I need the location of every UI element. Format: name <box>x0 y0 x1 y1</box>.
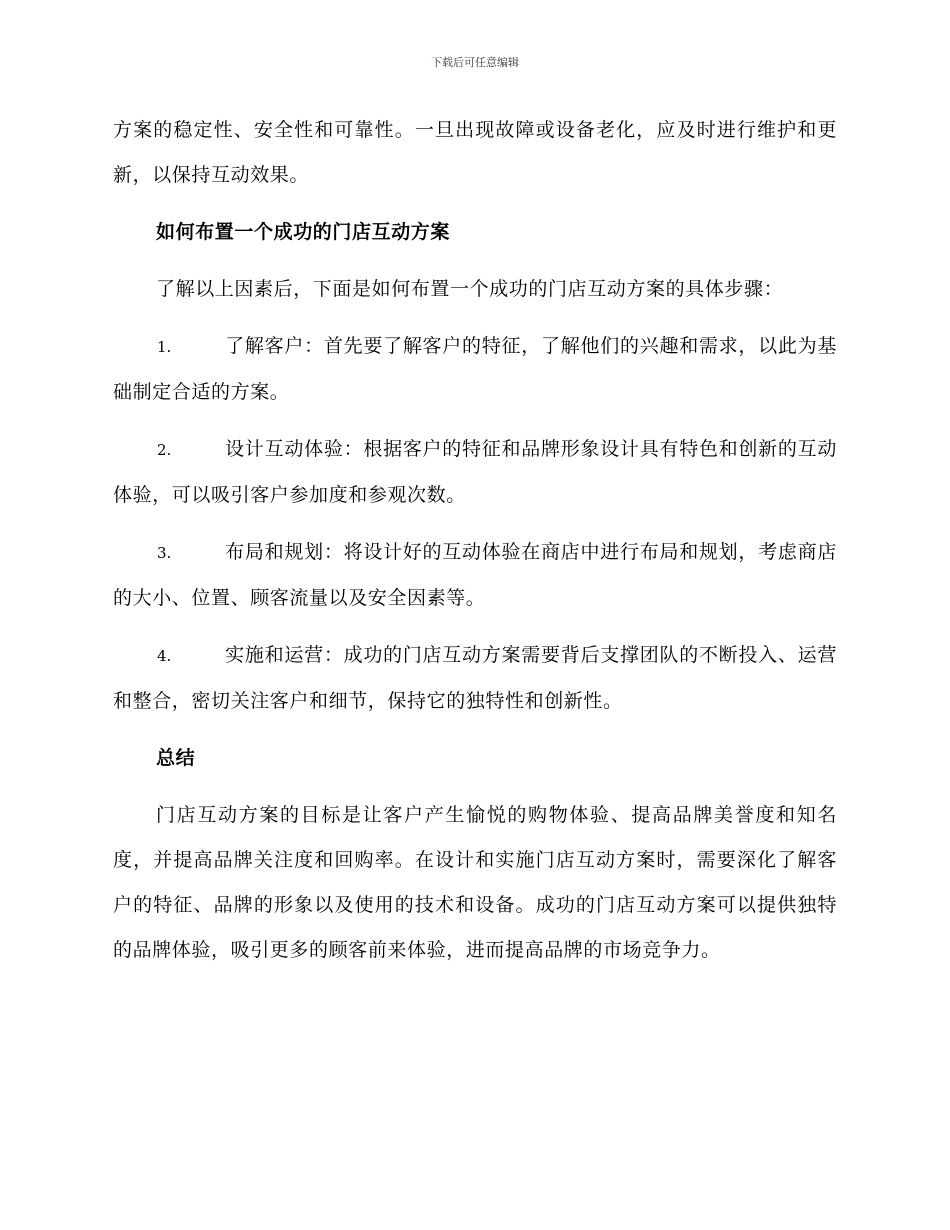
document-body <box>113 108 837 973</box>
section-heading-summary: 总结 <box>156 747 196 769</box>
list-item-text: 布局和规划：将设计好的互动体验在商店中进行布局和规划，考虑商店的大小、位置、顾客流量以及安全因素等。 <box>113 541 837 609</box>
list-number: 1. <box>157 338 172 356</box>
list-item-step-4 <box>113 633 837 724</box>
list-item-step-2 <box>113 427 837 518</box>
list-item-text: 实施和运营：成功的门店互动方案需要背后支撑团队的不断投入、运营和整合，密切关注客户和细节，保持它的独特性和创新性。 <box>113 644 837 712</box>
list-number: 3. <box>157 544 172 562</box>
intro-continuation-paragraph: 方案的稳定性、安全性和可靠性。一旦出现故障或设备老化，应及时进行维护和更新，以保持互动效果。 <box>113 119 837 186</box>
section-intro-paragraph: 了解以上因素后，下面是如何布置一个成功的门店互动方案的具体步骤： <box>156 278 784 300</box>
list-item-text: 设计互动体验：根据客户的特征和品牌形象设计具有特色和创新的互动体验，可以吸引客户参加度和参观次数。 <box>113 438 837 506</box>
list-item-step-3 <box>113 530 837 621</box>
list-number: 4. <box>157 647 172 665</box>
page-header-note: 下载后可任意编辑 <box>431 56 519 69</box>
section-heading-how-to: 如何布置一个成功的门店互动方案 <box>156 221 451 243</box>
list-item-text: 了解客户：首先要了解客户的特征，了解他们的兴趣和需求，以此为基础制定合适的方案。 <box>113 335 837 403</box>
list-item-step-1 <box>113 324 837 415</box>
summary-paragraph: 门店互动方案的目标是让客户产生愉悦的购物体验、提高品牌美誉度和知名度，并提高品牌关注度和回购率。在设计和实施门店互动方案时，需要深化了解客户的特征、品牌的形象以及使用的技术和设备。成功的门店互动方案可以提供独特的品牌体验，吸引更多的顾客前来体验，进而提高品牌的市场竞争力。 <box>113 804 837 961</box>
list-number: 2. <box>157 441 172 459</box>
